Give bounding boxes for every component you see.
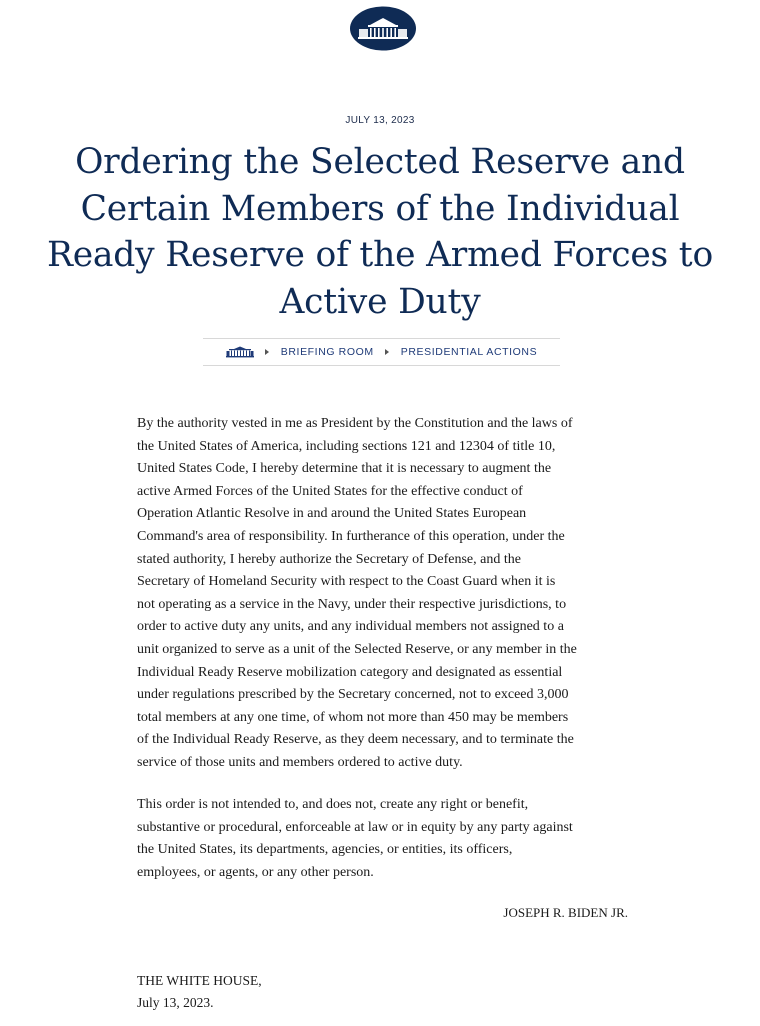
closing-place: THE WHITE HOUSE, (137, 973, 262, 988)
closing-date: July 13, 2023. (137, 995, 214, 1010)
chevron-right-icon (265, 349, 269, 355)
body-paragraph: By the authority vested in me as President by the Constitution and the laws of the United States of America, including sections 121 and 12304 of title 10, United States Code, I hereby determine that it is necessary to augment the active Armed Forces of the United States for the effective conduct of Operation Atlantic Resolve in and around the United States European Command's area of responsibility. In furtherance of this operation, under the stated authority, I hereby authorize the Secretary of Defense, and the Secretary of Homeland Security with respect to the Coast Guard when it is not operating as a service in the Navy, under their respective jurisdictions, to order to active duty any units, and any individual members not assigned to a unit organized to serve as a unit of the Selected Reserve, or any member in the Individual Ready Reserve mobilization category and designated as essential under regulations prescribed by the Secretary concerned, not to exceed 3,000 total members at any one time, of whom not more than 450 may be members of the Individual Ready Reserve, as they deem necessary, and to terminate the service of those units and members ordered to active duty. (137, 416, 577, 770)
title-line: Active Duty (279, 281, 481, 322)
chevron-right-icon (385, 349, 389, 355)
title-line: Ordering the Selected Reserve and (75, 142, 685, 182)
title-line: Ready Reserve of the Armed Forces to (46, 235, 714, 275)
white-house-logo-icon[interactable] (349, 6, 417, 51)
publish-date: JULY 13, 2023 (345, 115, 415, 126)
white-house-icon[interactable] (226, 346, 254, 358)
breadcrumb-presidential-actions[interactable]: PRESIDENTIAL ACTIONS (400, 346, 538, 358)
closing-block (137, 970, 262, 1014)
breadcrumb-briefing-room[interactable]: BRIEFING ROOM (280, 346, 374, 358)
article-body (137, 413, 637, 775)
page-title (40, 139, 720, 325)
signature: JOSEPH R. BIDEN JR. (503, 905, 628, 920)
title-line: Certain Members of the Individual (80, 188, 680, 229)
breadcrumb (203, 338, 560, 366)
body-paragraph: This order is not intended to, and does not, create any right or benefit, substantive or procedural, enforceable at law or in equity by any party against the United States, its departments, agencies, or entities, its officers, employees, or agents, or any other person. (137, 797, 573, 880)
